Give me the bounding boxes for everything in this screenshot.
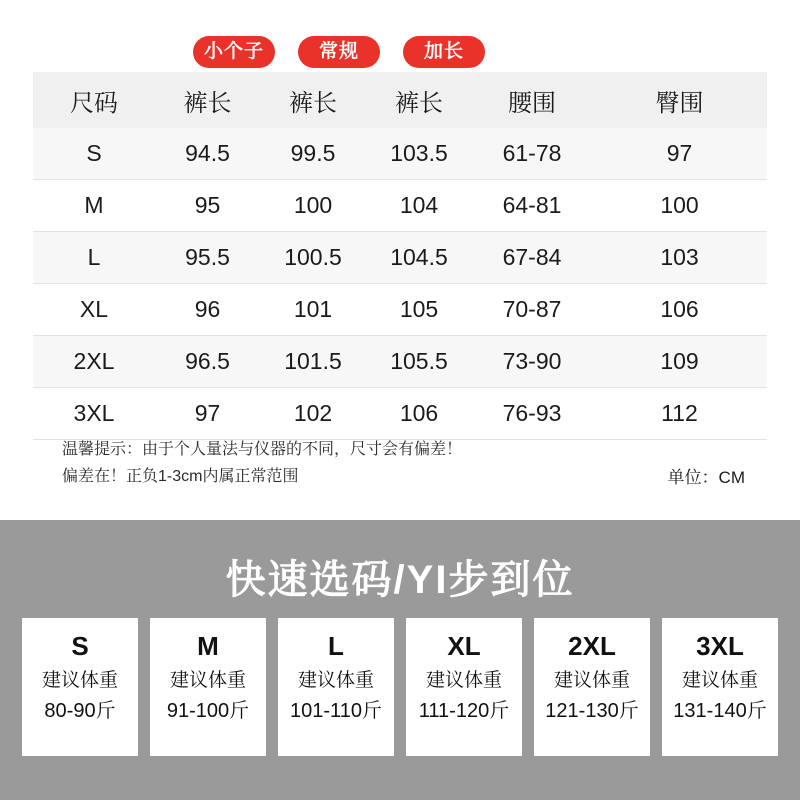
cell-length-long: 104 [399,192,439,218]
card-weight-range: 111-120斤 [418,700,510,722]
card-weight-range: 101-110斤 [290,700,382,722]
cell-length-petite: 95.5 [185,244,230,270]
pill-petite: 小个子 [193,36,275,68]
card-weight-caption: 建议体重 [425,670,502,691]
card-weight-range: 121-130斤 [545,700,639,722]
cell-waist: 67-84 [502,244,562,270]
cell-length-regular: 101.5 [284,348,342,374]
card-size-label: S [71,631,89,661]
cell-length-long: 104.5 [390,244,448,270]
measurement-note [62,436,768,490]
table-row [33,128,767,180]
card-weight-range: 131-140斤 [673,700,767,722]
quick-size-card-m [150,618,266,756]
quick-size-card-s [22,618,138,756]
card-size-label: XL [447,631,481,661]
card-weight-range: 91-100斤 [166,700,250,722]
cell-length-regular: 100 [293,192,333,218]
cell-size: 3XL [73,400,115,426]
card-weight-caption: 建议体重 [681,670,758,691]
quick-size-card-3xl [662,618,778,756]
length-category-pills [0,36,800,70]
cell-length-regular: 99.5 [290,140,336,166]
quick-size-title: 快速选码/YI步到位 [225,558,575,602]
card-weight-range: 80-90斤 [44,700,116,722]
cell-size: 2XL [73,348,115,374]
size-table-wrapper [33,72,767,440]
cell-length-long: 103.5 [390,140,448,166]
cell-length-petite: 96.5 [185,348,230,374]
unit-label: 单位：CM [667,468,745,487]
cell-waist: 61-78 [502,140,562,166]
table-row [33,232,767,284]
pill-regular: 常规 [298,36,380,68]
cell-size: XL [79,296,109,322]
cell-hip: 100 [660,192,699,218]
cell-length-petite: 95 [194,192,221,218]
cell-length-petite: 97 [194,400,221,426]
pill-long: 加长 [403,36,485,68]
table-row [33,284,767,336]
header-waist: 腰围 [472,72,592,128]
cell-length-petite: 94.5 [185,140,230,166]
cell-size: S [86,140,102,166]
cell-waist: 70-87 [502,296,562,322]
card-size-label: 2XL [568,631,616,661]
cell-waist: 64-81 [502,192,562,218]
table-row [33,336,767,388]
cell-length-regular: 101 [293,296,333,322]
note-line-1: 温馨提示：由于个人量法与仪器的不同，尺寸会有偏差！ [62,441,463,458]
table-header-row [33,72,767,128]
quick-size-card-l [278,618,394,756]
card-weight-caption: 建议体重 [169,670,246,691]
card-size-label: L [328,631,344,661]
table-row [33,388,767,440]
header-length-long: 裤长 [366,72,472,128]
cell-hip: 112 [661,400,698,426]
note-line-2: 偏差在！正负1-3cm内属正常范围 [62,468,299,485]
size-table-header [33,72,767,128]
card-size-label: M [197,631,219,661]
header-length-regular: 裤长 [260,72,366,128]
header-hip: 臀围 [592,72,767,128]
quick-size-card-2xl [534,618,650,756]
cell-hip: 106 [660,296,699,322]
cell-length-regular: 102 [293,400,333,426]
quick-size-card-xl [406,618,522,756]
card-weight-caption: 建议体重 [297,670,374,691]
card-weight-caption: 建议体重 [553,670,630,691]
cell-size: M [84,192,104,218]
table-row [33,180,767,232]
cell-length-long: 105.5 [390,348,448,374]
card-size-label: 3XL [696,631,744,661]
header-size: 尺码 [33,72,155,128]
size-table-body [33,128,767,440]
quick-size-cards [22,618,778,756]
size-table [33,72,767,440]
cell-hip: 109 [660,348,699,374]
cell-waist: 76-93 [502,400,562,426]
header-length-petite: 裤长 [155,72,260,128]
cell-hip: 97 [666,140,693,166]
cell-length-petite: 96 [194,296,221,322]
cell-hip: 103 [660,244,699,270]
cell-length-long: 106 [399,400,439,426]
quick-size-section [0,520,800,800]
cell-length-regular: 100.5 [284,244,342,270]
cell-waist: 73-90 [502,348,562,374]
card-weight-caption: 建议体重 [41,670,118,691]
cell-length-long: 105 [399,296,439,322]
cell-size: L [87,244,101,270]
